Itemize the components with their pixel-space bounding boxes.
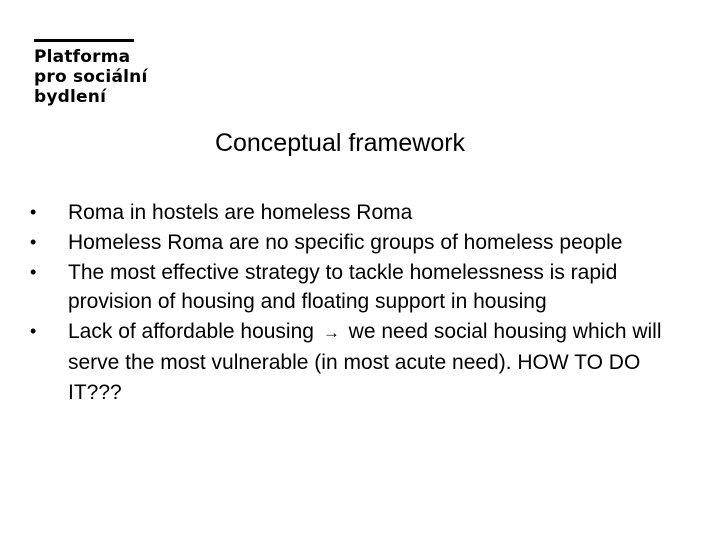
- bullet-text: Roma in hostels are homeless Roma: [68, 201, 413, 224]
- bullet-marker: •: [30, 231, 37, 252]
- bullet-marker: •: [30, 261, 37, 282]
- bullet-text-after-arrow: we need social housing which will serve the most vulnerable (in most acute need). HOW TO DO IT???: [68, 320, 662, 404]
- logo-line-3: bydlení: [34, 87, 107, 107]
- logo-line-1: Platforma: [34, 47, 131, 67]
- bullet-text: The most effective strategy to tackle homelessness is rapid provision of housing and floating support in housing: [68, 260, 618, 314]
- bullet-marker: •: [30, 202, 37, 222]
- right-arrow-icon: →: [322, 323, 340, 343]
- bullet-text: Homeless Roma are no specific groups of homeless people: [68, 230, 623, 254]
- bullet-item: [0, 258, 680, 318]
- organization-logo: [34, 39, 147, 107]
- bullet-item: [0, 198, 680, 228]
- bullet-text-before-arrow: Lack of affordable housing: [68, 320, 314, 344]
- logo-line-2: pro sociální: [34, 67, 148, 87]
- logo-bar: [34, 39, 134, 42]
- bullet-item: [0, 317, 680, 407]
- bullet-marker: •: [30, 321, 37, 342]
- bullet-list: [0, 198, 680, 408]
- slide-title: Conceptual framework: [214, 129, 466, 157]
- bullet-item: [0, 228, 680, 258]
